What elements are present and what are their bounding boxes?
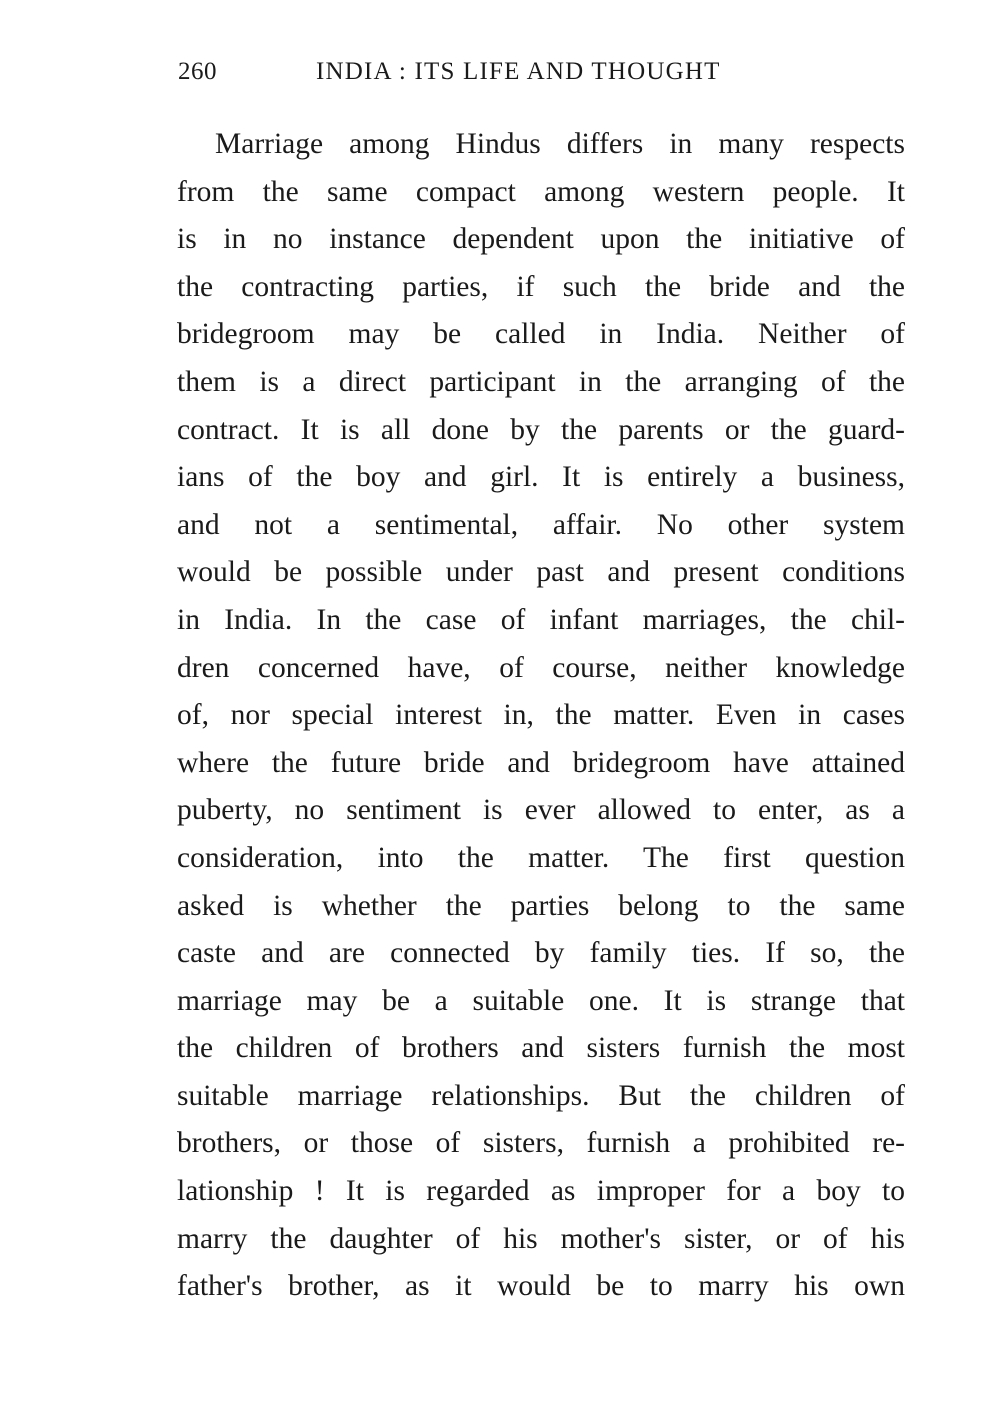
text-line: the contracting parties, if such the bride and the xyxy=(177,270,905,303)
text-line: in India. In the case of infant marriages, the chil- xyxy=(177,603,905,636)
text-line: caste and are connected by family ties. If so, the xyxy=(177,937,905,970)
text-line: the children of brothers and sisters furnish the most xyxy=(177,1032,905,1065)
text-line: contract. It is all done by the parents or the guard- xyxy=(177,413,905,446)
text-line: would be possible under past and present conditions xyxy=(177,556,905,589)
text-line: of, nor special interest in, the matter. Even in cases xyxy=(177,699,905,732)
text-line: dren concerned have, of course, neither knowledge xyxy=(177,651,905,684)
text-line: is in no instance dependent upon the initiative of xyxy=(177,223,905,256)
text-line: consideration, into the matter. The first question xyxy=(177,841,905,874)
text-line: bridegroom may be called in India. Neither of xyxy=(177,318,905,351)
text-line: and not a sentimental, affair. No other system xyxy=(177,508,905,541)
text-line: them is a direct participant in the arranging of the xyxy=(177,365,905,398)
text-line: marry the daughter of his mother's sister, or of his xyxy=(177,1222,905,1255)
text-line: ians of the boy and girl. It is entirely a business, xyxy=(177,461,905,494)
text-line: suitable marriage relationships. But the children of xyxy=(177,1079,905,1112)
page-number: 260 xyxy=(178,58,217,85)
body-paragraph xyxy=(177,121,905,1311)
text-line: lationship ! It is regarded as improper for a boy to xyxy=(177,1175,905,1208)
text-line: from the same compact among western people. It xyxy=(177,175,905,208)
running-head xyxy=(178,58,778,98)
text-line: brothers, or those of sisters, furnish a prohibited re- xyxy=(177,1127,905,1160)
running-title: INDIA : ITS LIFE AND THOUGHT xyxy=(316,58,721,85)
text-line: puberty, no sentiment is ever allowed to enter, as a xyxy=(177,794,905,827)
text-line: where the future bride and bridegroom have attained xyxy=(177,746,905,779)
text-line: father's brother, as it would be to marry his own xyxy=(177,1270,905,1303)
text-line: asked is whether the parties belong to the same xyxy=(177,889,905,922)
text-line: marriage may be a suitable one. It is strange that xyxy=(177,984,905,1017)
text-line: Marriage among Hindus differs in many respects xyxy=(215,128,905,160)
